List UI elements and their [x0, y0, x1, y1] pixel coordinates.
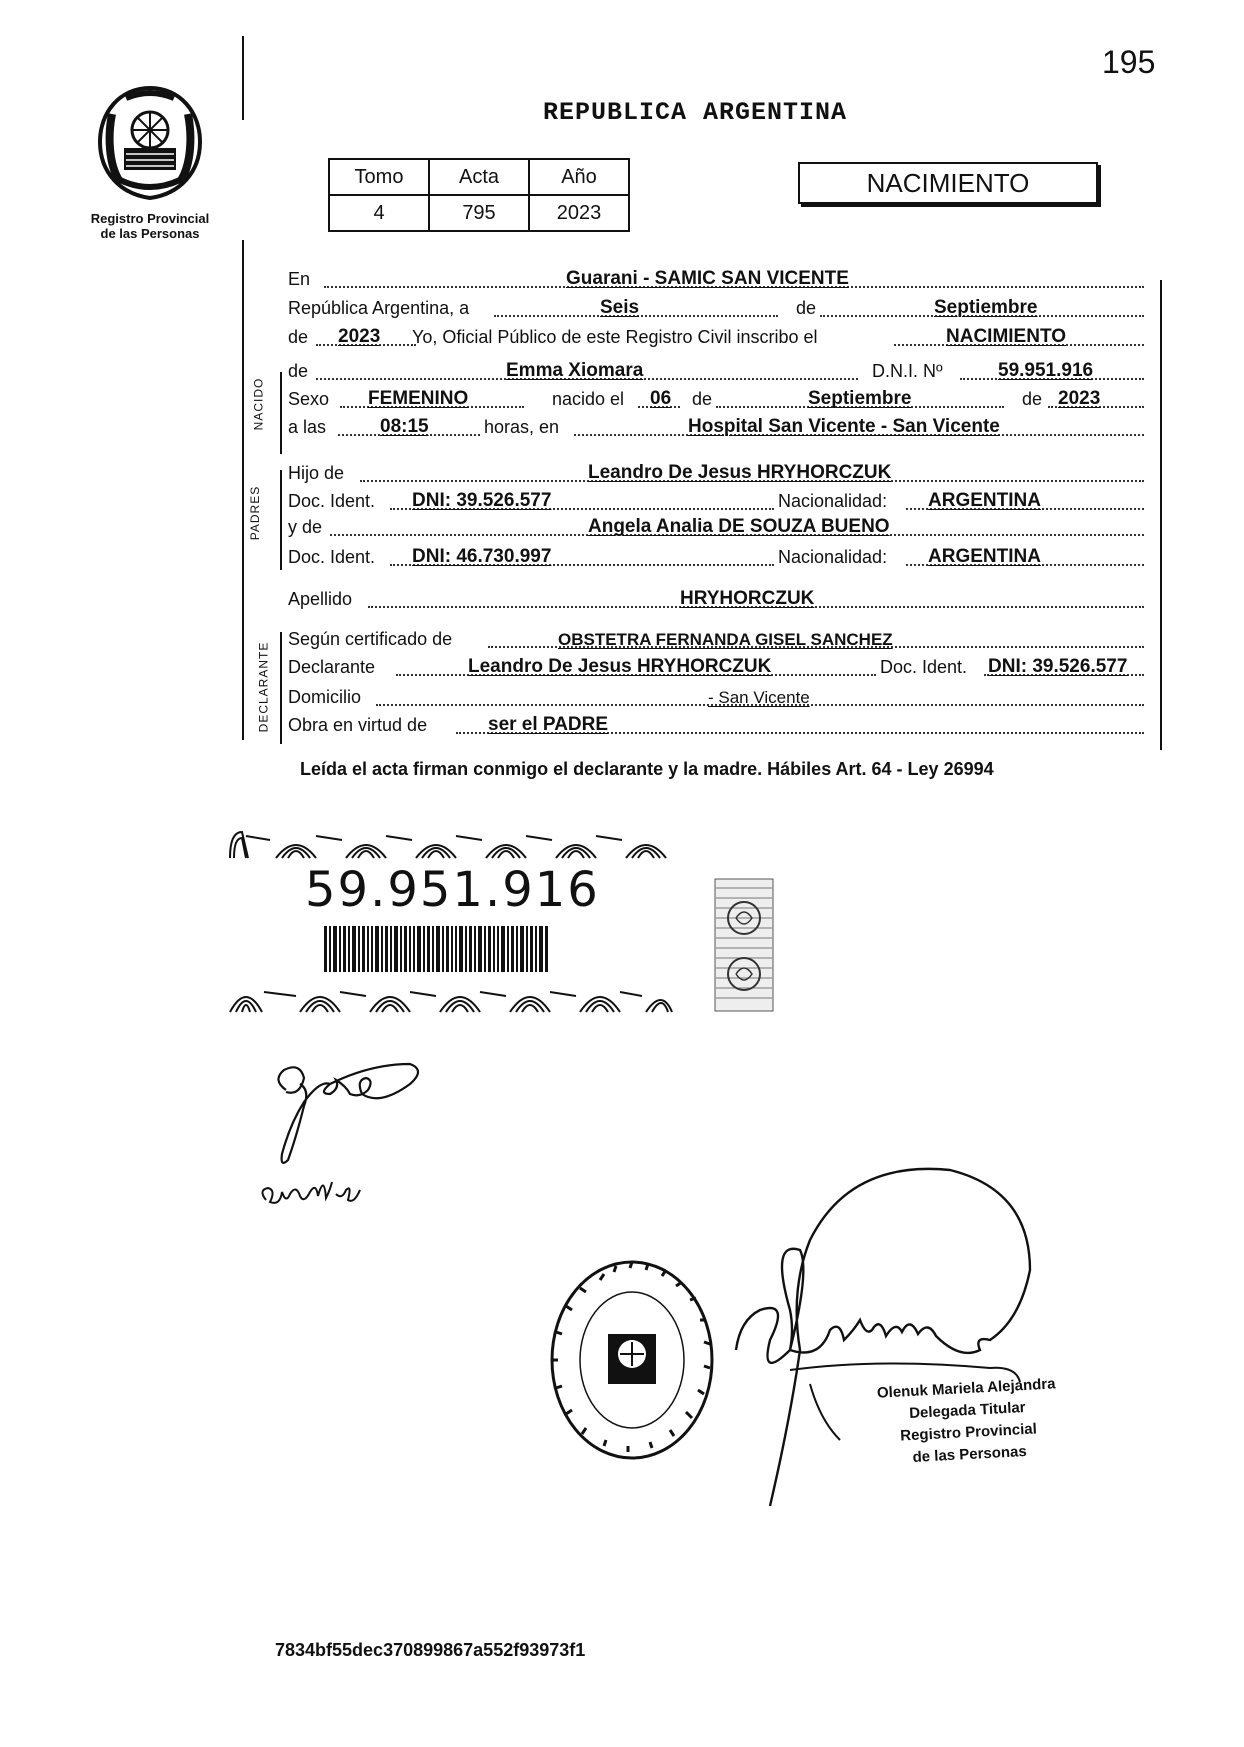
label-de: de	[288, 327, 309, 347]
value-birth-place: Hospital San Vicente - San Vicente	[688, 416, 1000, 437]
official-stamp	[544, 1250, 720, 1470]
row-child-name	[288, 360, 1144, 386]
label-de: de	[692, 389, 713, 409]
country-title: REPUBLICA ARGENTINA	[542, 98, 848, 127]
label-sexo: Sexo	[288, 389, 330, 409]
label-de: de	[288, 361, 309, 381]
row-declarant	[288, 656, 1144, 682]
registry-name-line1: Registro Provincial	[90, 211, 210, 226]
row-reg-year	[288, 326, 1144, 352]
reference-header-row	[329, 159, 629, 195]
official-office-line1: Registro Provincial	[899, 1420, 1038, 1445]
row-surname	[288, 588, 1144, 614]
value-by-virtue: ser el PADRE	[488, 714, 609, 735]
label-hijo-de: Hijo de	[288, 463, 345, 483]
label-apellido: Apellido	[288, 589, 353, 609]
label-doc-ident: Doc. Ident.	[288, 547, 376, 567]
value-mother-name: Angela Analia DE SOUZA BUENO	[588, 516, 890, 537]
label-y-de: y de	[288, 517, 323, 537]
value-father-name: Leandro De Jesus HRYHORCZUK	[588, 462, 892, 483]
row-father-doc	[288, 490, 1144, 516]
section-line-born	[280, 372, 282, 454]
row-address	[288, 686, 1144, 712]
side-label-declarant: DECLARANTE	[256, 641, 271, 733]
row-sex-birth	[288, 388, 1144, 414]
row-mother-doc	[288, 546, 1144, 572]
label-de: de	[796, 298, 817, 318]
header-acta: Acta	[429, 159, 529, 195]
label-nacionalidad: Nacionalidad:	[778, 491, 888, 511]
signature-mother	[256, 1170, 366, 1220]
row-mother-name	[288, 516, 1144, 542]
header-tomo: Tomo	[329, 159, 429, 195]
section-line-declarant	[280, 632, 282, 744]
value-child-dni: 59.951.916	[998, 360, 1094, 381]
row-birth-time	[288, 416, 1144, 442]
label-a-las: a las	[288, 417, 327, 437]
value-acta: 795	[429, 195, 529, 231]
label-horas-en: horas, en	[484, 417, 560, 437]
label-domicilio: Domicilio	[288, 687, 362, 707]
label-dni-no: D.N.I. Nº	[872, 361, 943, 381]
label-nacido-el: nacido el	[552, 389, 625, 409]
value-mother-doc: DNI: 46.730.997	[412, 546, 552, 567]
official-office-line2: de las Personas	[912, 1442, 1028, 1466]
label-doc-ident: Doc. Ident.	[880, 657, 968, 677]
barcode-icon	[324, 926, 548, 972]
reference-table	[328, 158, 630, 232]
label-declarante: Declarante	[288, 657, 376, 677]
value-place: Guarani - SAMIC SAN VICENTE	[566, 268, 849, 289]
value-sex: FEMENINO	[368, 388, 469, 409]
value-address: - San Vicente	[708, 688, 810, 707]
label-doc-ident: Doc. Ident.	[288, 491, 376, 511]
value-tomo: 4	[329, 195, 429, 231]
row-father-name	[288, 462, 1144, 488]
label-nacionalidad: Nacionalidad:	[778, 547, 888, 567]
side-label-parents: PADRES	[248, 485, 263, 541]
row-by-virtue	[288, 714, 1144, 740]
value-declarant-name: Leandro De Jesus HRYHORCZUK	[468, 656, 772, 677]
section-line-parents	[280, 470, 282, 570]
label-de: de	[1022, 389, 1043, 409]
label-en: En	[288, 269, 311, 289]
official-role: Delegada Titular	[908, 1398, 1026, 1423]
value-birth-month: Septiembre	[808, 388, 912, 409]
label-obra-en-virtud: Obra en virtud de	[288, 715, 428, 735]
value-birth-time: 08:15	[380, 416, 429, 437]
label-republica: República Argentina, a	[288, 298, 470, 318]
value-father-nationality: ARGENTINA	[928, 490, 1041, 511]
value-reg-year: 2023	[338, 326, 381, 347]
right-margin-line	[1160, 280, 1162, 750]
value-child-name: Emma Xiomara	[506, 360, 644, 381]
signature-declarant	[270, 1060, 430, 1170]
official-name: Olenuk Mariela Alejandra	[876, 1375, 1056, 1402]
fingerprint-border-top	[226, 828, 676, 860]
official-stamp-text	[836, 1371, 1100, 1472]
fingerprint-border-bottom	[226, 980, 676, 1014]
value-reg-month: Septiembre	[934, 297, 1038, 318]
label-yo-oficial: Yo, Oficial Público de este Registro Civil inscribo el	[412, 327, 818, 347]
legal-text: Leída el acta firman conmigo el declarante y la madre. Hábiles Art. 64 - Ley 26994	[300, 759, 994, 779]
row-place	[288, 268, 1144, 294]
value-reg-day: Seis	[600, 297, 640, 318]
value-act: NACIMIENTO	[946, 326, 1066, 347]
value-certificate-by: OBSTETRA FERNANDA GISEL SANCHEZ	[558, 630, 893, 649]
value-declarant-doc: DNI: 39.526.577	[988, 656, 1128, 677]
value-birth-year: 2023	[1058, 388, 1101, 409]
left-margin-line	[242, 36, 244, 120]
left-margin-line	[242, 240, 244, 740]
value-father-doc: DNI: 39.526.577	[412, 490, 552, 511]
dni-label-number: 59.951.916	[305, 862, 600, 918]
page-number: 195	[1102, 44, 1156, 80]
side-label-born: NACIDO	[251, 377, 266, 431]
header-ano: Año	[529, 159, 629, 195]
security-hologram	[714, 878, 774, 1012]
value-surname: HRYHORCZUK	[680, 588, 815, 609]
act-type-box: NACIMIENTO	[798, 162, 1098, 204]
label-segun-certificado: Según certificado de	[288, 629, 453, 649]
reference-value-row	[329, 195, 629, 231]
row-reg-date	[288, 297, 1144, 323]
registry-name-line2: de las Personas	[100, 226, 200, 241]
document-hash: 7834bf55dec370899867a552f93973f1	[275, 1640, 586, 1660]
row-certificate	[288, 628, 1144, 654]
value-mother-nationality: ARGENTINA	[928, 546, 1041, 567]
value-birth-day: 06	[650, 388, 672, 409]
value-ano: 2023	[529, 195, 629, 231]
